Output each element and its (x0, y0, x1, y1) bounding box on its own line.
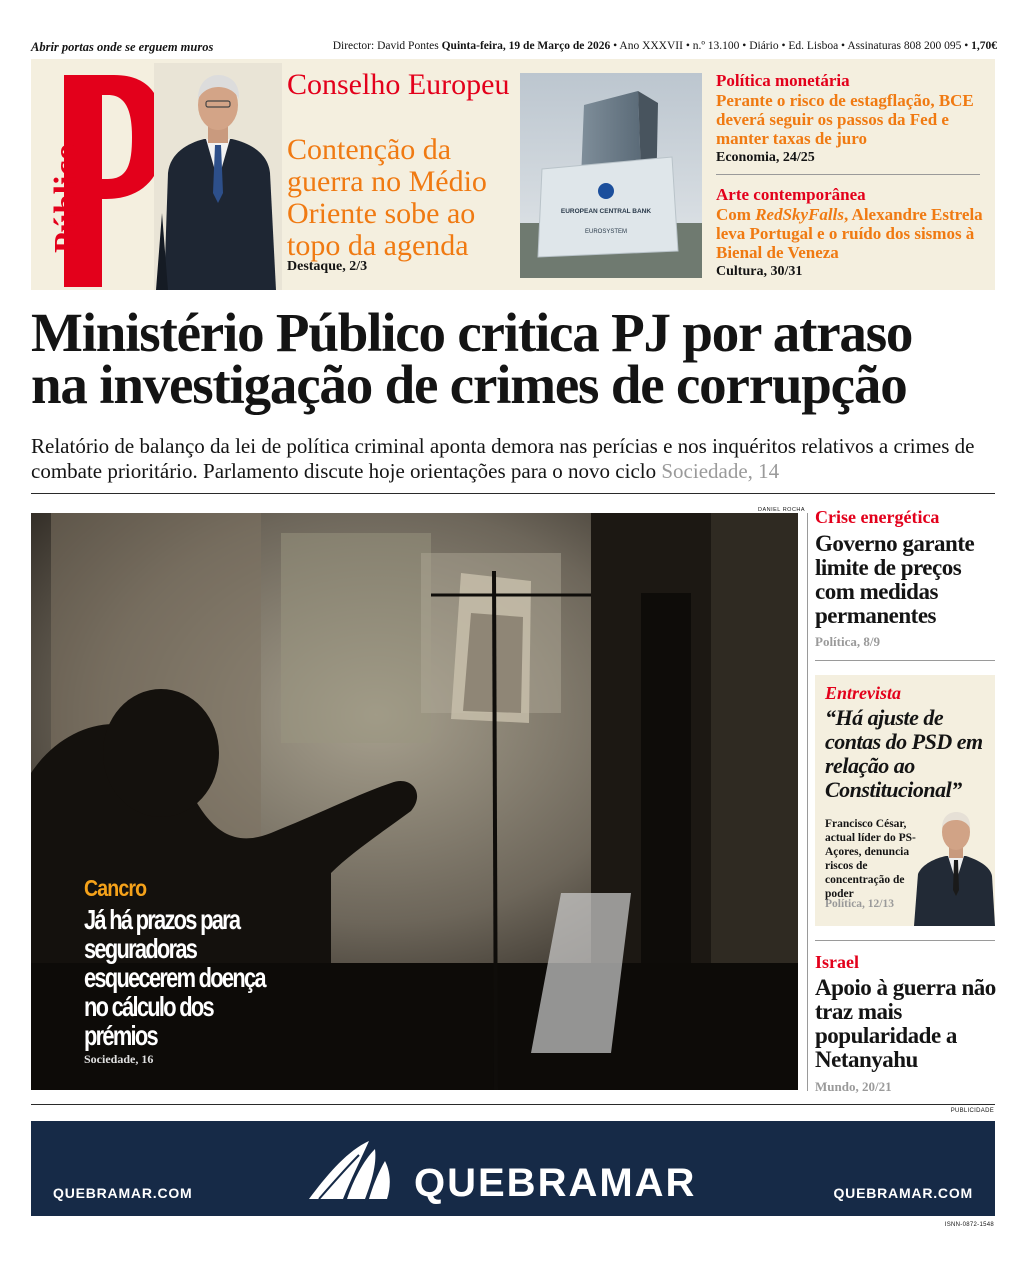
masthead-info (333, 40, 997, 52)
francisco-cesar-photo (914, 808, 995, 926)
politica-headline[interactable]: Perante o risco de estagflação, BCE deverá seguir os passos da Fed e manter taxas de juro (716, 91, 974, 148)
advert-url-right[interactable]: QUEBRAMAR.COM (833, 1185, 973, 1201)
director: Director: David Pontes (332, 40, 439, 52)
price: 1,70€ (971, 40, 997, 52)
lead-headline-line-1: Ministério Público critica PJ por atraso (31, 302, 913, 363)
divider (716, 174, 980, 175)
entrevista-quote[interactable]: “Há ajuste de contas do PSD em relação ao Constitucional” (825, 705, 983, 802)
israel-headline[interactable]: Apoio à guerra não traz mais popularidade a Netanyahu (815, 975, 996, 1072)
interview-box (815, 675, 995, 926)
cancro-kicker: Cancro (84, 875, 147, 901)
israel-page-ref: Mundo, 20/21 (815, 1079, 892, 1094)
logo-wordmark: Público (48, 143, 85, 253)
edition-details: • Ano XXXVII • n.º 13.100 • Diário • Ed. Lisboa • Assinaturas 808 200 095 • (613, 40, 969, 52)
photo-credit: DANIEL ROCHA (758, 507, 806, 513)
divider (815, 660, 995, 661)
energia-kicker: Crise energética (815, 507, 940, 527)
advert-brand: QUEBRAMAR (414, 1161, 697, 1205)
entrevista-kicker: Entrevista (825, 683, 902, 703)
arte-kicker: Arte contemporânea (716, 185, 866, 204)
ecb-building-photo (520, 73, 702, 278)
slogan: Abrir portas onde se erguem muros (31, 40, 214, 54)
lead-standfirst: Relatório de balanço da lei de política criminal aponta demora nas perícias e nos inquéritos relativos a crimes de combate prioritário. Parlamento discute hoje orientações para o novo ciclo Sociedade, 14 (31, 434, 975, 483)
entrevista-description: Francisco César, actual líder do PS-Açores, denuncia riscos de concentração de poder (825, 818, 916, 900)
issn: ISNN-0872-1548 (944, 1222, 994, 1228)
arte-headline[interactable]: Com RedSkyFalls, Alexandre Estrela leva Portugal e o ruído dos sismos à Bienal de Veneza (716, 205, 983, 262)
cancro-page-ref: Sociedade, 16 (84, 1052, 154, 1066)
lead-headline[interactable] (31, 302, 1006, 415)
conselho-page-ref: Destaque, 2/3 (287, 259, 368, 274)
quebramar-advert[interactable] (31, 1121, 995, 1216)
lead-page-ref: Sociedade, 14 (661, 459, 780, 483)
cancro-headline[interactable]: Já há prazos para seguradoras esquecerem doença no cálculo dos prémios (84, 904, 265, 1051)
arte-page-ref: Cultura, 30/31 (716, 264, 803, 279)
advertising-label: PUBLICIDADE (950, 1108, 994, 1114)
section-divider (31, 1104, 995, 1105)
ecb-sign-text: EUROPEAN CENTRAL BANK (560, 208, 652, 215)
conselho-kicker: Conselho Europeu (287, 68, 510, 101)
advert-url-left[interactable]: QUEBRAMAR.COM (53, 1185, 193, 1201)
section-divider (31, 493, 995, 494)
antonio-costa-photo (154, 63, 282, 290)
divider (815, 940, 995, 941)
lead-headline-line-2: na investigação de crimes de corrupção (31, 354, 907, 415)
column-divider (807, 513, 808, 1091)
edition-date: Quinta-feira, 19 de Março de 2026 (441, 40, 611, 52)
israel-kicker: Israel (815, 952, 859, 972)
quebramar-logo-icon (307, 1137, 393, 1201)
entrevista-page-ref: Política, 12/13 (825, 898, 894, 910)
conselho-headline[interactable]: Contenção da guerra no Médio Oriente sobe ao topo da agenda (287, 133, 487, 262)
energia-headline[interactable]: Governo garante limite de preços com medidas permanentes (815, 531, 975, 628)
top-stories-box (31, 59, 995, 290)
politica-page-ref: Economia, 24/25 (716, 150, 815, 165)
energia-page-ref: Política, 8/9 (815, 634, 880, 649)
artwork-title: RedSkyFalls (755, 205, 844, 224)
ecb-sign-subtext: EUROSYSTEM (584, 229, 628, 235)
politica-kicker: Política monetária (716, 71, 850, 90)
